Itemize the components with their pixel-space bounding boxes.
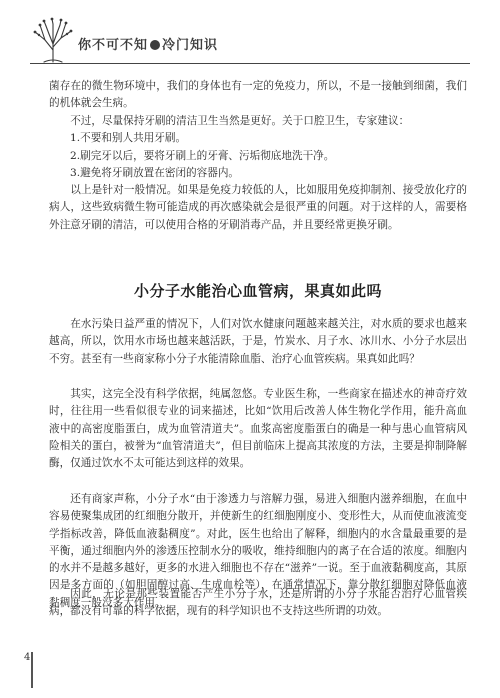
page-number-bar — [31, 652, 33, 688]
series-title-part2: 冷门知识 — [162, 38, 219, 53]
tree-logo-icon — [30, 16, 76, 64]
paragraph-6: 还有商家声称，小分子水“由于渗透力与溶解力强，易进入细胞内滋养细胞，在血中容易使聚集成团的红细胞分散开，并使新生的红细胞刚度小、变形性大，从而使血液流变学指标改善，降低血液黏稠度”。对此，医生也给出了解释，细胞内的水含量最重要的是平衡，通过细胞内外的渗透压控制水分的吸收，维持细胞内的离子在合适的浓度。细胞内的水并不是越多越好，更多的水进入细胞也不存在“滋养”一说。至于血液黏稠度高，其原因是多方面的（如胆固醇过高、生成血栓等），在通常情况下，靠分散红细胞对降低血液黏稠度一般没多大作用。 — [49, 493, 467, 609]
paragraph-7: 因此，无论是那些装置能否产生小分子水，还是所谓的小分子水能否治疗心血管疾病，都没有可靠的科学依据，现有的科学知识也不支持这些所谓的功效。 — [49, 588, 467, 618]
series-title-part1: 你不可不知 — [78, 38, 149, 53]
paragraph-3: 以上是针对一般情况。如果是免疫力较低的人，比如服用免疫抑制剂、接受放化疗的病人，这些致病微生物可能造成的再次感染就会是很严重的问题。对于这样的人，需要格外注意牙刷的清洁，可以使用合格的牙刷消毒产品，并且要经常更换牙刷。 — [49, 184, 467, 231]
page-number: 4 — [24, 652, 31, 663]
series-title — [78, 34, 218, 53]
page-header — [30, 16, 470, 66]
paragraph-2: 不过，尽量保持牙刷的清洁卫生当然是更好。关于口腔卫生，专家建议： — [70, 115, 410, 127]
dot-separator-icon — [150, 40, 160, 50]
paragraph-4: 在水污染日益严重的情况下，人们对饮水健康问题越来越关注，对水质的要求也越来越高，所以，饮用水市场也越来越活跃，于是，竹炭水、月子水、冰川水、小分子水层出不穷。甚至有一些商家称小分子水能清除血脂、治疗心血管疾病。果真如此吗？ — [49, 318, 467, 365]
paragraph-1: 菌存在的微生物环境中，我们的身体也有一定的免疫力，所以，不是一接触到细菌，我们的机体就会生病。 — [49, 80, 467, 110]
list-item: 3.避免将牙刷放置在密闭的容器内。 — [70, 167, 240, 179]
section-title: 小分子水能治心血管病，果真如此吗 — [133, 282, 382, 301]
list-item: 2.刷完牙以后，要将牙刷上的牙膏、污垢彻底地洗干净。 — [70, 150, 335, 162]
list-item: 1.不要和别人共用牙刷。 — [70, 132, 187, 144]
header-rule — [30, 63, 470, 64]
paragraph-5: 其实，这完全没有科学依据，纯属忽悠。专业医生称，一些商家在描述水的神奇疗效时，往往用一些看似很专业的词来描述，比如“饮用后改善人体生物化学作用，能升高血液中的高密度脂蛋白，成为血管清道夫”。血浆高密度脂蛋白的确是一种与患心血管病风险相关的蛋白，被誉为“血管清道夫”，但目前临床上提高其浓度的方法，主要是抑制降解酶，仅通过饮水不太可能达到这样的效果。 — [49, 388, 467, 470]
